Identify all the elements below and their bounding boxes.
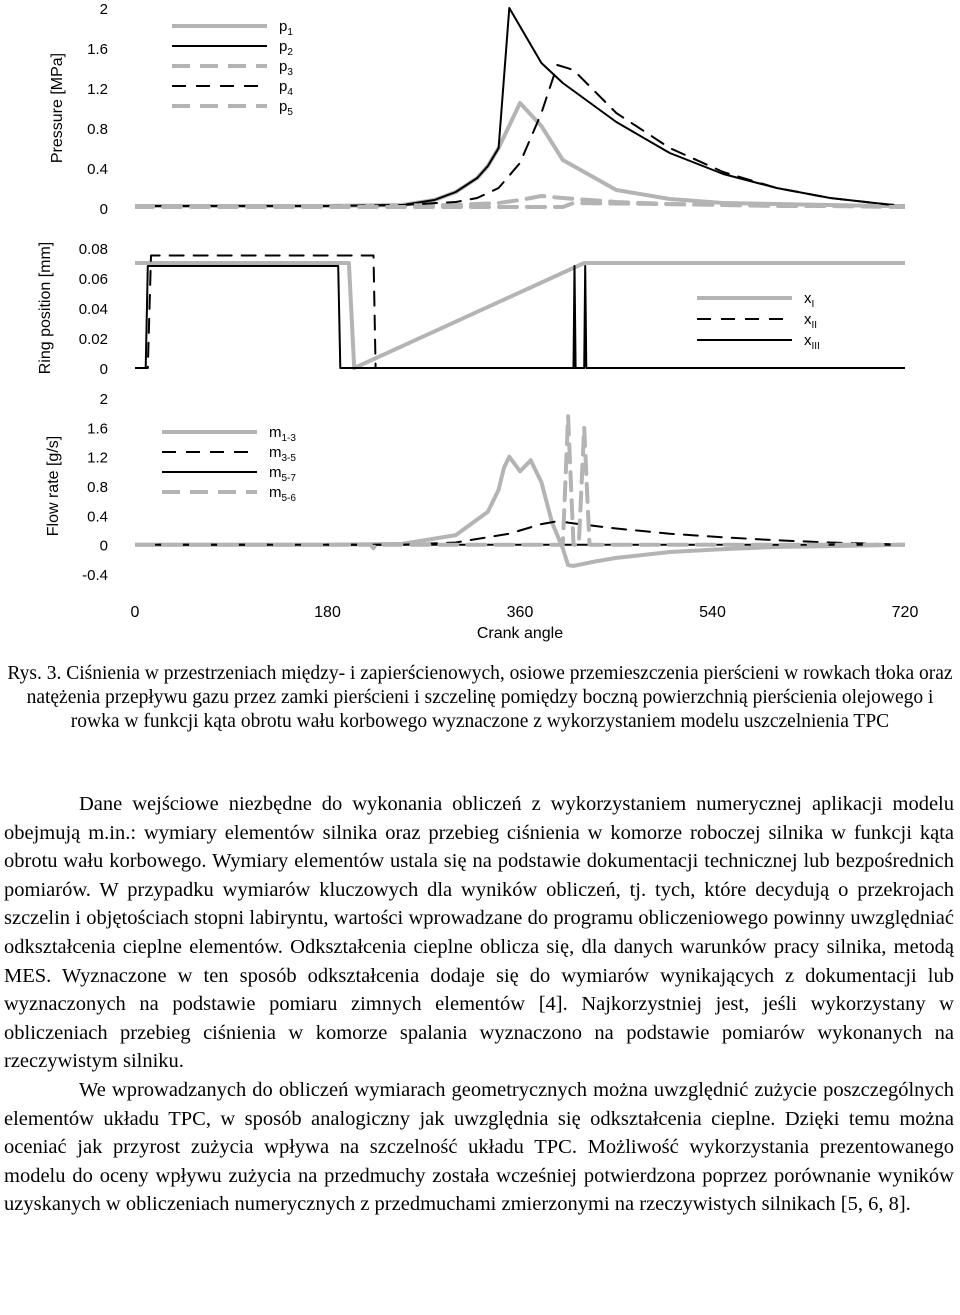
y-tick-label: -0.4 — [82, 567, 108, 584]
series-line-m1-3 — [135, 457, 905, 566]
legend-label — [279, 58, 293, 78]
legend-label — [279, 38, 293, 58]
figure-chart — [0, 0, 960, 650]
legend-label — [269, 424, 296, 444]
legend-label-sub: 3 — [287, 67, 293, 78]
x-tick-label: 0 — [130, 604, 140, 621]
y-axis-label: Ring position [mm] — [37, 241, 54, 375]
legend-label-sub: 1-3 — [281, 433, 296, 444]
x-tick-label: 360 — [506, 604, 534, 621]
y-axis-label: Pressure [MPa] — [49, 52, 66, 164]
legend-label-main: p — [279, 78, 288, 95]
legend-label-sub: 5-7 — [281, 473, 296, 484]
legend-label — [269, 484, 296, 504]
y-tick-label: 0.8 — [87, 479, 108, 496]
body-text — [4, 790, 954, 1219]
legend-label-sub: 2 — [287, 47, 293, 58]
legend-label-main: x — [804, 311, 812, 328]
legend-label — [804, 332, 820, 352]
y-tick-label: 0.06 — [78, 271, 108, 288]
legend-label-sub: 5-6 — [281, 493, 296, 504]
paragraph-1: Dane wejściowe niezbędne do wykonania obliczeń z wykorzystaniem numerycznej aplikacji modelu obejmują m.in.: wymiary elementów silnika oraz przebieg ciśnienia w komorze roboczej silnika w funkcji kąta obrotu wału korbowego. Wymiary elementów ustala się na podstawie dokumentacji technicznej lub bezpośrednich pomiarów. W przypadku wymiarów kluczowych dla wyników obliczeń, tj. tych, które decydują o przekrojach szczelin i objętościach stopni labiryntu, wartości wprowadzane do programu obliczeniowego powinny uwzględniać odkształcenia cieplne elementów. Odkształcenia cieplne oblicza się, dla danych warunków pracy silnika, metodą MES. Wyznaczone w ten sposób odkształcenia dodaje się do wymiarów wynikających z dokumentacji lub wyznaczonych na podstawie pomiaru zimnych elementów [4]. Najkorzystniej jest, jeśli wykorzystany w obliczeniach przebieg ciśnienia w komorze spalania wyznaczono na podstawie pomiarów wykonanych na rzeczywistym silniku. — [4, 793, 954, 1073]
y-tick-label: 0.08 — [78, 241, 108, 258]
legend-label-main: x — [804, 332, 812, 349]
y-tick-label: 0.02 — [78, 331, 108, 348]
series-line-xIII — [135, 266, 905, 368]
legend-label — [804, 290, 814, 310]
y-tick-label: 0.4 — [87, 161, 108, 178]
y-tick-label: 0.8 — [87, 121, 108, 138]
y-tick-label: 1.6 — [87, 41, 108, 58]
legend-label-sub: III — [811, 341, 820, 352]
plot-area — [135, 8, 905, 207]
legend-label — [269, 444, 296, 464]
y-tick-label: 1.2 — [87, 449, 108, 467]
legend-label-sub: I — [811, 299, 815, 310]
legend-label-main: m — [269, 484, 282, 501]
series-line-xII — [135, 256, 905, 369]
legend-label-main: p — [279, 58, 288, 75]
legend-label — [804, 311, 817, 331]
figure-caption: Rys. 3. Ciśnienia w przestrzeniach między- i zapierścienowych, osiowe przemieszczenia pierścieni w rowkach tłoka oraz natężenia przepływu gazu przez zamki pierścieni i szczelinę pomiędzy boczną powierzchnią pierścienia olejowego i rowka w funkcji kąta obrotu wału korbowego wyznaczone z wykorzystaniem modelu uszczelnienia TPC — [7, 663, 953, 732]
legend-label-main: m — [269, 424, 282, 441]
legend-label-sub: 1 — [287, 27, 293, 38]
legend-label-main: x — [804, 290, 812, 307]
y-axis-label: Flow rate [g/s] — [45, 435, 62, 537]
x-tick-label: 540 — [699, 604, 726, 621]
legend-label-main: p — [279, 18, 288, 35]
y-tick-label: 0 — [99, 537, 108, 555]
y-tick-label: 0.4 — [87, 508, 108, 526]
y-tick-label: 0.04 — [78, 301, 108, 318]
legend-label-sub: 4 — [287, 87, 293, 98]
legend-label-sub: 3-5 — [281, 453, 296, 464]
legend-label — [269, 464, 296, 484]
legend-label-main: p — [279, 98, 288, 115]
x-tick-label: 180 — [314, 604, 341, 621]
y-tick-label: 2 — [99, 1, 108, 18]
paragraph-2: We wprowadzanych do obliczeń wymiarach geometrycznych można uwzględnić zużycie poszczególnych elementów układu TPC, w sposób analogiczny jak uwzględnia się odkształcenia cieplne. Dzięki temu można oceniać jak przyrost zużycia wpływa na szczelność układu TPC. Możliwość wykorzystania prezentowanego modelu do oceny wpływu zużycia na przedmuchy została wcześniej potwierdzona poprzez porównanie wyników uzyskanych w obliczeniach numerycznych z przedmuchami zmierzonymi na rzeczywistych silnikach [5, 6, 8]. — [4, 1078, 954, 1216]
legend-label — [279, 78, 293, 98]
y-tick-label: 2 — [99, 391, 108, 408]
legend-label-main: m — [269, 464, 282, 481]
legend-label — [279, 18, 293, 38]
legend-label-main: p — [279, 38, 288, 55]
series-line-xI — [135, 263, 905, 368]
x-tick-label: 720 — [891, 604, 919, 621]
legend-label-main: m — [269, 444, 282, 461]
y-tick-label: 0 — [99, 201, 108, 218]
series-line-m5-6 — [135, 416, 905, 548]
series-line-m3-5 — [135, 521, 905, 545]
y-tick-label: 1.2 — [87, 81, 108, 98]
figure — [0, 0, 960, 650]
legend-label-sub: II — [811, 320, 818, 331]
y-tick-label: 0 — [99, 361, 108, 378]
x-axis-label: Crank angle — [476, 625, 564, 642]
plot-area — [135, 256, 905, 369]
legend-label — [279, 98, 293, 118]
legend-label-sub: 5 — [287, 107, 293, 118]
y-tick-label: 1.6 — [87, 420, 108, 438]
